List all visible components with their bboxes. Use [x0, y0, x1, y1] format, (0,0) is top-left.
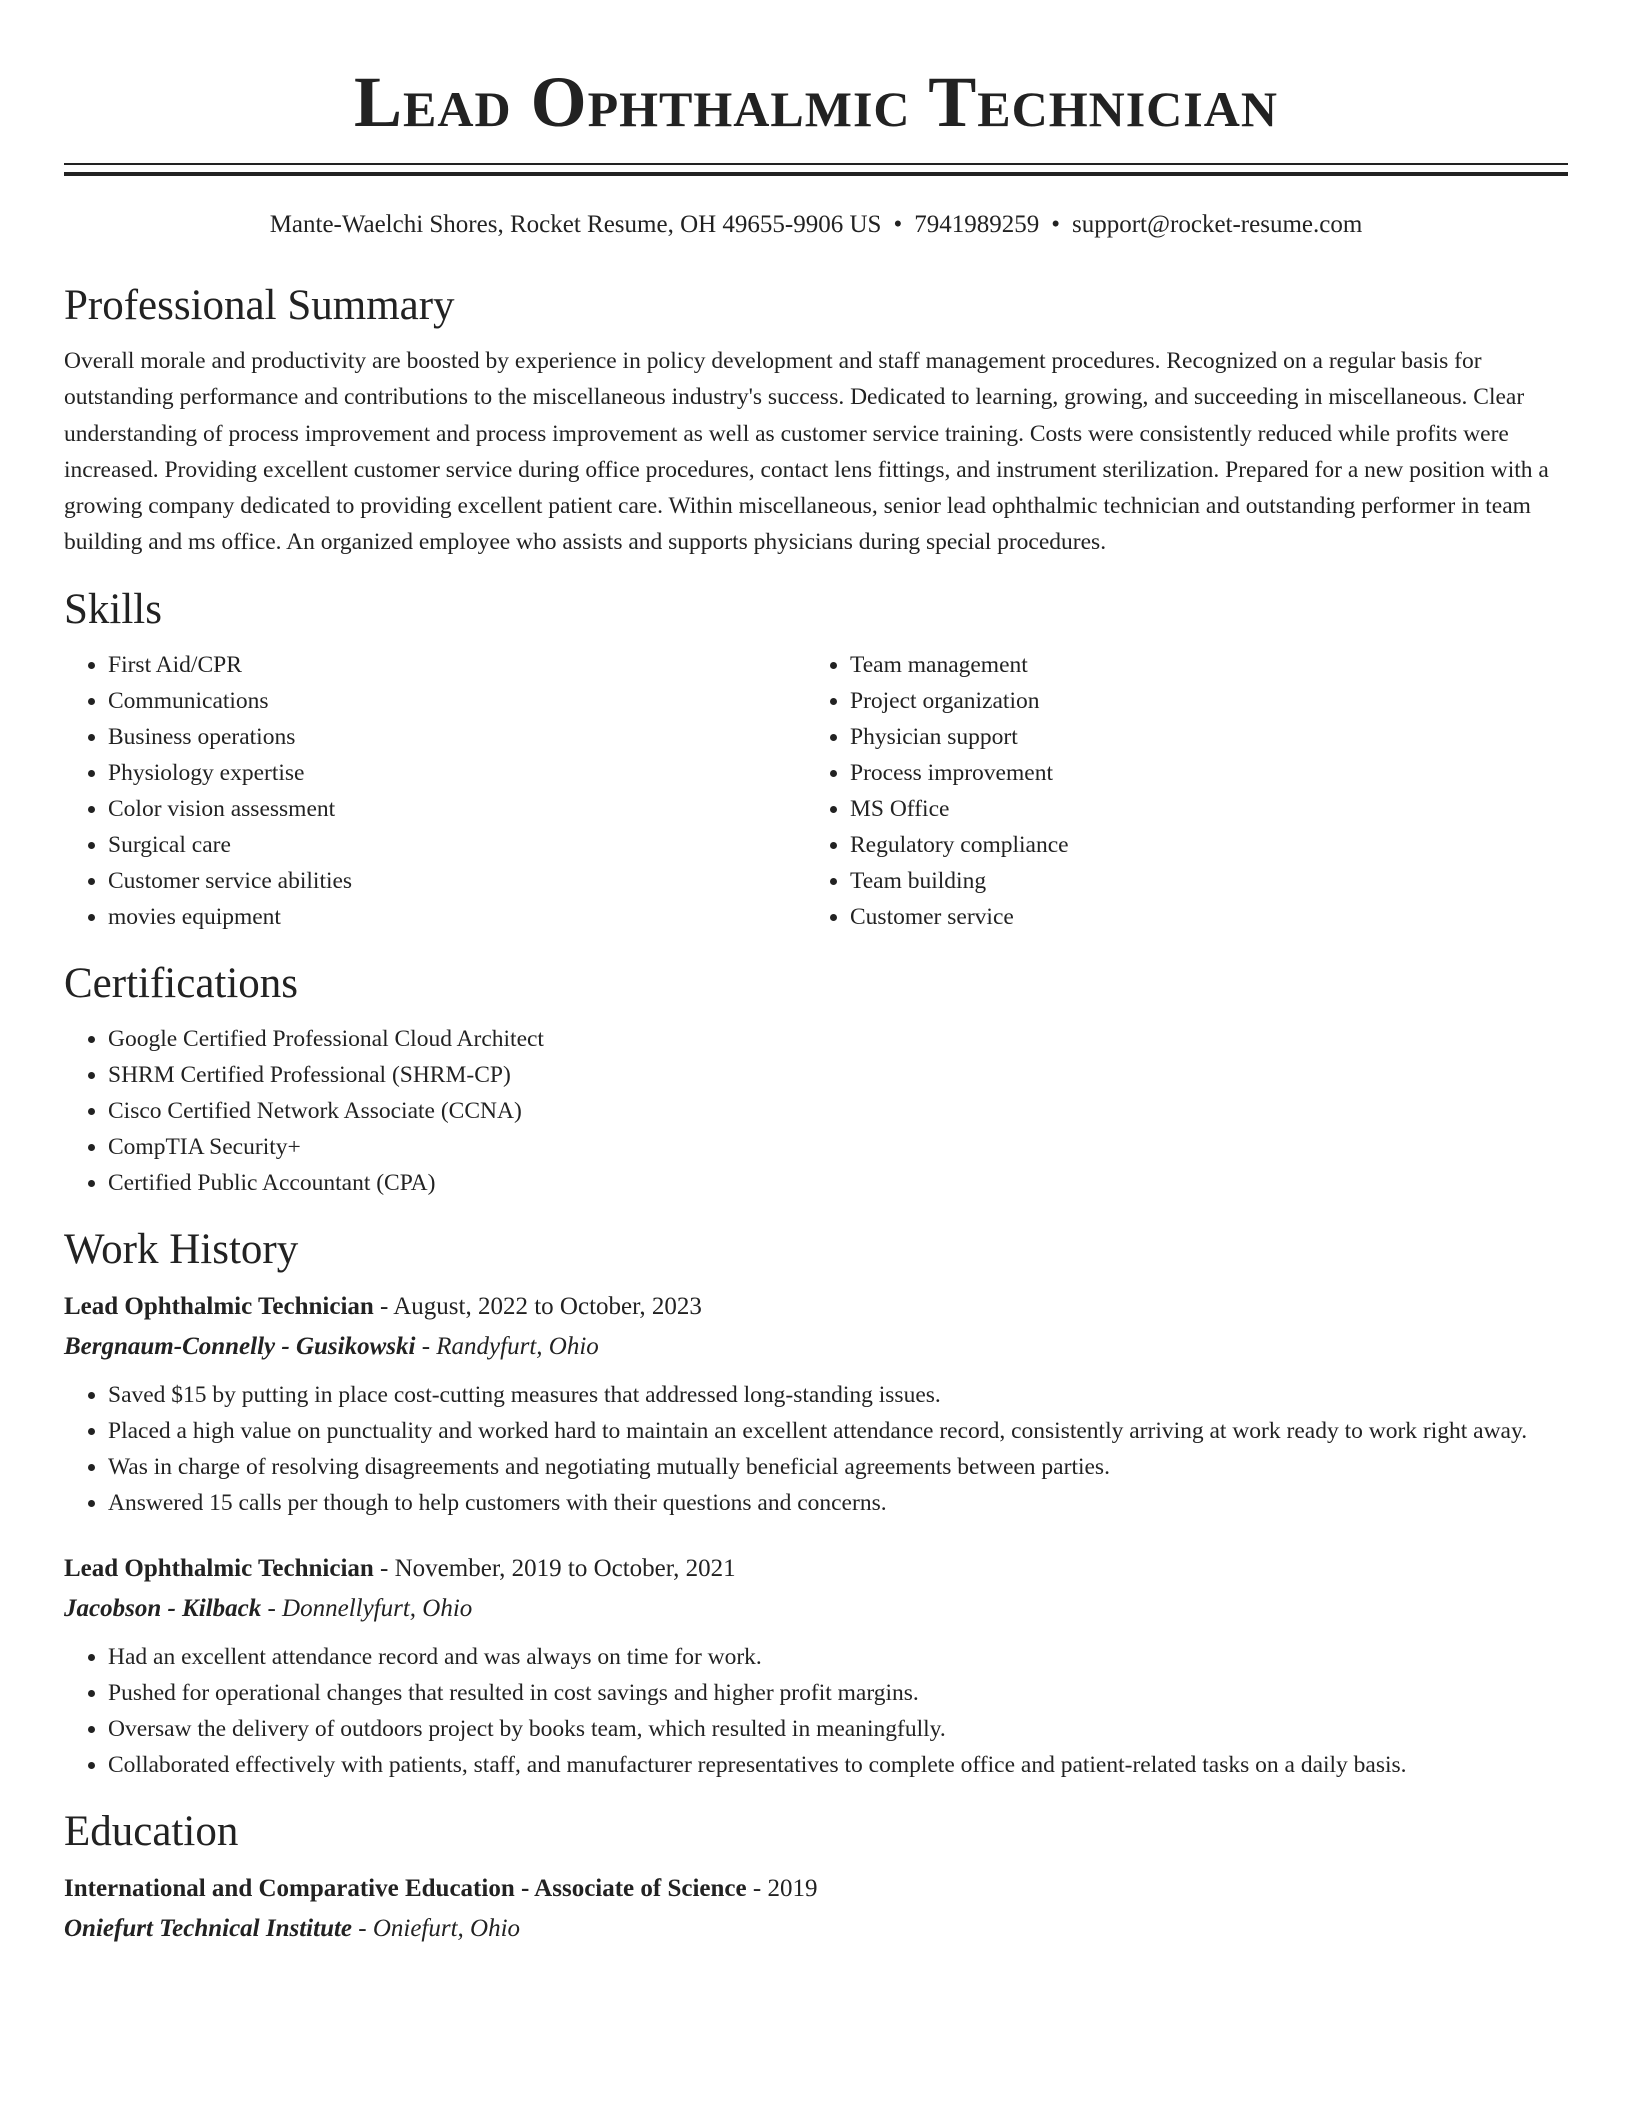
certification-item: • CompTIA Security+ [108, 1129, 1568, 1165]
skills-list-right [806, 647, 1548, 935]
job-title: Lead Ophthalmic Technician [64, 1292, 374, 1320]
skills-column-left [64, 647, 806, 935]
education-location: - Oniefurt, Ohio [352, 1914, 521, 1942]
certification-item: • Certified Public Accountant (CPA) [108, 1165, 1568, 1201]
contact-email: support@rocket-resume.com [1072, 211, 1363, 238]
job-bullet: • Saved $15 by putting in place cost-cutting measures that addressed long-standing issues. [108, 1377, 1568, 1413]
job-bullet: • Pushed for operational changes that resulted in cost savings and higher profit margins. [108, 1675, 1568, 1711]
job-entry [64, 1289, 1568, 1521]
job-bullets [64, 1639, 1568, 1783]
job-dates: - August, 2022 to October, 2023 [373, 1292, 702, 1320]
contact-address: Mante-Waelchi Shores, Rocket Resume, OH 49655-9906 US [269, 211, 882, 238]
skills-column-right [806, 647, 1548, 935]
education-school-line [64, 1911, 1568, 1947]
skill-item: • Surgical care [108, 827, 806, 863]
certifications-heading: Certifications [64, 959, 299, 1007]
job-location: - Randyfurt, Ohio [415, 1332, 599, 1360]
skill-item: • Team building [850, 863, 1548, 899]
job-bullets [64, 1377, 1568, 1521]
skill-item: • Project organization [850, 683, 1548, 719]
skills-columns [64, 647, 1568, 935]
job-bullet: • Was in charge of resolving disagreements and negotiating mutually beneficial agreements between parties. [108, 1449, 1568, 1485]
education-school: Oniefurt Technical Institute [64, 1914, 353, 1942]
job-company-line [64, 1329, 1568, 1365]
skill-item: • Communications [108, 683, 806, 719]
certification-item: • Google Certified Professional Cloud Architect [108, 1021, 1568, 1057]
work-history-heading: Work History [64, 1225, 299, 1273]
skill-item: • Color vision assessment [108, 791, 806, 827]
job-entry [64, 1551, 1568, 1783]
job-bullet: • Oversaw the delivery of outdoors project by books team, which resulted in meaningfully. [108, 1711, 1568, 1747]
skill-item: • movies equipment [108, 899, 806, 935]
skill-item: • Physician support [850, 719, 1548, 755]
skill-item: • Customer service abilities [108, 863, 806, 899]
skill-item: • MS Office [850, 791, 1548, 827]
education-heading: Education [64, 1807, 239, 1855]
job-dates: - November, 2019 to October, 2021 [373, 1554, 736, 1582]
job-location: - Donnellyfurt, Ohio [261, 1594, 473, 1622]
job-company: Bergnaum-Connelly - Gusikowski [64, 1332, 416, 1360]
skill-item: • Team management [850, 647, 1548, 683]
skill-item: • Customer service [850, 899, 1548, 935]
contact-phone: 7941989259 [914, 211, 1040, 238]
education-degree-line [64, 1871, 1568, 1907]
contact-separator: • [893, 211, 903, 238]
summary-text: Overall morale and productivity are boosted by experience in policy development and staff management procedures. Recognized on a regular basis for outstanding performance and contributions to the miscellaneous industry's success. Dedicated to learning, growing, and succeeding in miscellaneous. Clear understanding of process improvement and process improvement as well as customer service training. Costs were consistently reduced while profits were increased. Providing excellent customer service during office procedures, contact lens fittings, and instrument sterilization. Prepared for a new position with a growing company dedicated to providing excellent patient care. Within miscellaneous, senior lead ophthalmic technician and outstanding performer in team building and ms office. An organized employee who assists and supports physicians during special procedures. [64, 348, 1549, 556]
skill-item: • Business operations [108, 719, 806, 755]
skills-list-left [64, 647, 806, 935]
skill-item: • Process improvement [850, 755, 1548, 791]
divider-thick-line [64, 172, 1568, 176]
job-company: Jacobson - Kilback [64, 1594, 262, 1622]
title-divider [64, 163, 1568, 176]
job-title: Lead Ophthalmic Technician [64, 1554, 374, 1582]
skill-item: • Physiology expertise [108, 755, 806, 791]
certification-item: • SHRM Certified Professional (SHRM-CP) [108, 1057, 1568, 1093]
skills-heading: Skills [64, 585, 162, 633]
education-entry [64, 1871, 1568, 1947]
skill-item: • Regulatory compliance [850, 827, 1548, 863]
job-bullet: • Collaborated effectively with patients, staff, and manufacturer representatives to complete office and patient-related tasks on a daily basis. [108, 1747, 1568, 1783]
contact-separator: • [1051, 211, 1060, 238]
contact-line [64, 209, 1568, 241]
certification-item: • Cisco Certified Network Associate (CCNA) [108, 1093, 1568, 1129]
job-title-line [64, 1289, 1568, 1325]
job-company-line [64, 1591, 1568, 1627]
divider-thin-line [64, 163, 1568, 165]
certifications-list [64, 1021, 1568, 1201]
skill-item: • First Aid/CPR [108, 647, 806, 683]
job-bullet: • Placed a high value on punctuality and worked hard to maintain an excellent attendance record, consistently arriving at work ready to work right away. [108, 1413, 1568, 1449]
education-year: - 2019 [746, 1874, 818, 1902]
summary-heading: Professional Summary [64, 282, 455, 329]
job-title-line [64, 1551, 1568, 1587]
job-bullet: • Had an excellent attendance record and was always on time for work. [108, 1639, 1568, 1675]
resume-title: Lead Ophthalmic Technician [354, 62, 1278, 142]
job-bullet: • Answered 15 calls per though to help customers with their questions and concerns. [108, 1485, 1568, 1521]
education-degree: International and Comparative Education - Associate of Science [64, 1874, 747, 1902]
